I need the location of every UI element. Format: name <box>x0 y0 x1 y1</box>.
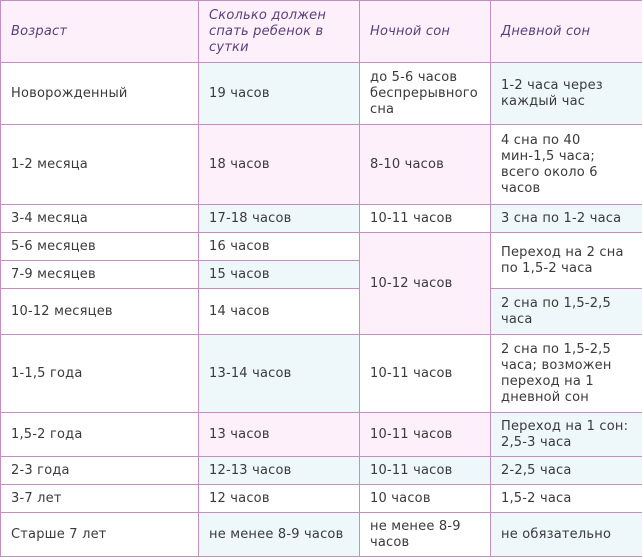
total-cell: не менее 8-9 часов <box>199 513 360 557</box>
day-cell-merged: 2 сна по 1,5-2,5 часа <box>491 289 642 335</box>
total-cell: 18 часов <box>199 125 360 205</box>
table-row <box>1 413 642 457</box>
night-cell: 10-11 часов <box>360 413 491 457</box>
day-cell: 3 сна по 1-2 часа <box>491 205 642 233</box>
header-night: Ночной сон <box>360 1 491 63</box>
total-cell: 19 часов <box>199 63 360 125</box>
total-cell: 13-14 часов <box>199 335 360 413</box>
age-cell: 1-1,5 года <box>1 335 199 413</box>
total-cell: 15 часов <box>199 261 360 289</box>
age-cell: 1,5-2 года <box>1 413 199 457</box>
night-cell: 10-11 часов <box>360 205 491 233</box>
night-cell: 10-11 часов <box>360 335 491 413</box>
day-cell-merged: Переход на 2 сна по 1,5-2 часа <box>491 233 642 289</box>
table-row <box>1 457 642 485</box>
age-cell: 7-9 месяцев <box>1 261 199 289</box>
header-row <box>1 1 642 63</box>
total-cell: 13 часов <box>199 413 360 457</box>
total-cell: 12 часов <box>199 485 360 513</box>
night-cell: не менее 8-9 часов <box>360 513 491 557</box>
table-row <box>1 205 642 233</box>
night-cell: 8-10 часов <box>360 125 491 205</box>
age-cell: 10-12 месяцев <box>1 289 199 335</box>
day-cell: не обязательно <box>491 513 642 557</box>
age-cell: 3-7 лет <box>1 485 199 513</box>
total-cell: 12-13 часов <box>199 457 360 485</box>
night-cell: 10 часов <box>360 485 491 513</box>
total-cell: 14 часов <box>199 289 360 335</box>
age-cell: 1-2 месяца <box>1 125 199 205</box>
age-cell: Новорожденный <box>1 63 199 125</box>
header-total: Сколько должен спать ребенок в сутки <box>199 1 360 63</box>
day-cell: 1,5-2 часа <box>491 485 642 513</box>
night-cell-merged: 10-12 часов <box>360 233 491 335</box>
age-cell: 5-6 месяцев <box>1 233 199 261</box>
day-cell: 2 сна по 1,5-2,5 часа; возможен переход на 1 дневной сон <box>491 335 642 413</box>
table-row <box>1 233 642 261</box>
table-row <box>1 125 642 205</box>
table-row <box>1 335 642 413</box>
table-row <box>1 289 642 335</box>
day-cell: 4 сна по 40 мин-1,5 часа; всего около 6 часов <box>491 125 642 205</box>
table-row <box>1 513 642 557</box>
night-cell: 10-11 часов <box>360 457 491 485</box>
total-cell: 17-18 часов <box>199 205 360 233</box>
day-cell: 2-2,5 часа <box>491 457 642 485</box>
age-cell: 3-4 месяца <box>1 205 199 233</box>
table-row <box>1 63 642 125</box>
total-cell: 16 часов <box>199 233 360 261</box>
night-cell: до 5-6 часов беспрерывного сна <box>360 63 491 125</box>
header-day: Дневной сон <box>491 1 642 63</box>
age-cell: Старше 7 лет <box>1 513 199 557</box>
table-row <box>1 485 642 513</box>
header-age: Возраст <box>1 1 199 63</box>
day-cell: 1-2 часа через каждый час <box>491 63 642 125</box>
day-cell: Переход на 1 сон: 2,5-3 часа <box>491 413 642 457</box>
age-cell: 2-3 года <box>1 457 199 485</box>
